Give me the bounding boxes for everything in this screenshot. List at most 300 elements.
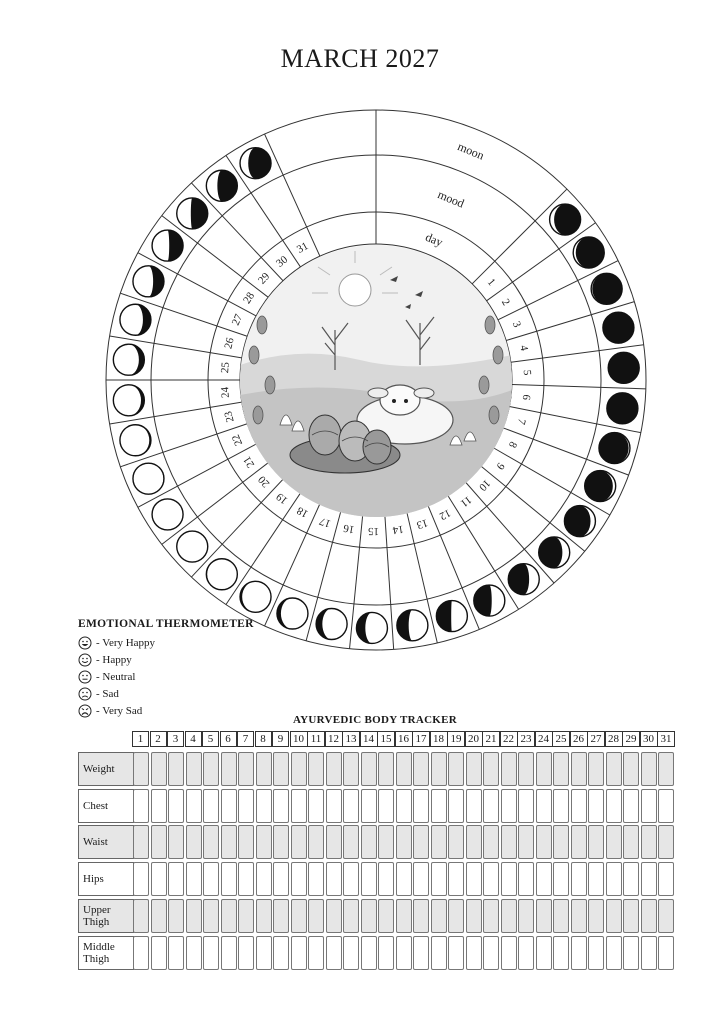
tracker-cell[interactable]	[466, 825, 482, 859]
tracker-cell[interactable]	[168, 825, 184, 859]
tracker-cell[interactable]	[518, 862, 534, 896]
tracker-day-number: 21	[482, 731, 500, 747]
tracker-cell[interactable]	[518, 752, 534, 786]
wheel-day-number: 15	[367, 524, 380, 538]
tracker-cell[interactable]	[431, 899, 447, 933]
tracker-day-number: 12	[325, 731, 343, 747]
tracker-day-number: 5	[202, 731, 219, 747]
tracker-cell[interactable]	[291, 789, 307, 823]
tracker-cell[interactable]	[658, 936, 674, 970]
tracker-cell[interactable]	[396, 936, 412, 970]
tracker-cell[interactable]	[326, 825, 342, 859]
tracker-cell[interactable]	[291, 936, 307, 970]
tracker-cell[interactable]	[256, 752, 272, 786]
wheel-day-number: 10	[476, 476, 493, 494]
legend-label: - Very Sad	[96, 704, 143, 717]
moon-phase-icon	[356, 612, 387, 643]
moon-phase-icon	[177, 198, 208, 229]
tracker-cell[interactable]	[168, 789, 184, 823]
moon-phase-icon	[240, 581, 271, 612]
tracker-row-label: Chest	[78, 789, 134, 823]
tracker-cell[interactable]	[378, 862, 394, 896]
tracker-cell[interactable]	[133, 825, 149, 859]
tracker-cell[interactable]	[571, 862, 587, 896]
tracker-day-number: 18	[430, 731, 448, 747]
tracker-cell[interactable]	[518, 789, 534, 823]
tracker-cell[interactable]	[221, 936, 237, 970]
wheel-day-number: 21	[241, 453, 258, 470]
tracker-day-number: 19	[447, 731, 465, 747]
tracker-day-number: 1	[132, 731, 149, 747]
wheel-day-number: 19	[274, 490, 291, 507]
legend-label: - Happy	[96, 653, 132, 666]
tracker-cell[interactable]	[553, 899, 569, 933]
tracker-cell[interactable]	[238, 825, 254, 859]
moon-phase-icon	[133, 266, 164, 297]
wheel-day-number: 17	[317, 514, 333, 530]
tracker-cell[interactable]	[536, 899, 552, 933]
moon-phase-icon	[206, 170, 237, 201]
tracker-cell[interactable]	[658, 789, 674, 823]
tracker-cell[interactable]	[133, 789, 149, 823]
tracker-cell[interactable]	[203, 936, 219, 970]
wheel-day-number: 25	[219, 361, 232, 374]
wheel-day-number: 27	[229, 312, 246, 328]
wheel-day-number: 7	[514, 417, 528, 426]
tracker-cell[interactable]	[483, 936, 499, 970]
tracker-row	[78, 862, 670, 896]
tracker-cell[interactable]	[571, 936, 587, 970]
tracker-cell[interactable]	[186, 899, 202, 933]
legend-label: - Neutral	[96, 670, 136, 683]
ring-label-moon: moon	[455, 139, 487, 163]
tracker-cell[interactable]	[361, 899, 377, 933]
moon-phase-icon	[474, 585, 505, 616]
tracker-cell[interactable]	[536, 862, 552, 896]
tracker-cell[interactable]	[501, 825, 517, 859]
tracker-cell[interactable]	[571, 789, 587, 823]
tracker-cell[interactable]	[571, 899, 587, 933]
tracker-cell[interactable]	[483, 899, 499, 933]
tracker-row-label: Middle Thigh	[78, 936, 134, 970]
tracker-cell[interactable]	[133, 862, 149, 896]
tracker-cell[interactable]	[466, 936, 482, 970]
wheel-day-number: 12	[437, 506, 453, 523]
tracker-cell[interactable]	[186, 789, 202, 823]
tracker-day-number: 17	[412, 731, 430, 747]
tracker-cell[interactable]	[151, 752, 167, 786]
tracker-cell[interactable]	[431, 825, 447, 859]
tracker-cell[interactable]	[641, 899, 657, 933]
tracker-cell[interactable]	[448, 752, 464, 786]
tracker-cell[interactable]	[326, 899, 342, 933]
moon-phase-icon	[607, 393, 638, 424]
tracker-day-number: 14	[360, 731, 378, 747]
tracker-cell[interactable]	[588, 862, 604, 896]
tracker-day-number: 28	[605, 731, 623, 747]
tracker-cell[interactable]	[326, 752, 342, 786]
moon-phase-icon	[573, 237, 604, 268]
wheel-day-number: 8	[505, 439, 520, 450]
tracker-cell[interactable]	[658, 899, 674, 933]
tracker-cell[interactable]	[588, 936, 604, 970]
tracker-cell[interactable]	[658, 825, 674, 859]
tracker-cell[interactable]	[553, 936, 569, 970]
tracker-day-number: 11	[307, 731, 325, 747]
tracker-cell[interactable]	[378, 789, 394, 823]
tracker-cell[interactable]	[448, 936, 464, 970]
tracker-day-number: 10	[290, 731, 308, 747]
tracker-cell[interactable]	[431, 752, 447, 786]
moon-phase-icon	[120, 304, 151, 335]
spring-lamb-illustration	[240, 245, 512, 517]
tracker-cell[interactable]	[221, 899, 237, 933]
tracker-cell[interactable]	[238, 899, 254, 933]
tracker-cell[interactable]	[238, 862, 254, 896]
tracker-cell[interactable]	[256, 862, 272, 896]
moon-phase-icon	[539, 537, 570, 568]
tracker-cell[interactable]	[431, 936, 447, 970]
tracker-cell[interactable]	[343, 825, 359, 859]
tracker-cell[interactable]	[378, 899, 394, 933]
tracker-cell[interactable]	[413, 899, 429, 933]
tracker-day-number: 22	[500, 731, 518, 747]
tracker-cell[interactable]	[658, 752, 674, 786]
tracker-cell[interactable]	[151, 789, 167, 823]
moon-phase-icon	[113, 344, 144, 375]
tracker-cell[interactable]	[133, 752, 149, 786]
wheel-day-number: 5	[520, 369, 533, 376]
tracker-cell[interactable]	[378, 752, 394, 786]
wheel-day-number: 29	[255, 270, 273, 287]
tracker-cell[interactable]	[536, 825, 552, 859]
tracker-cell[interactable]	[151, 862, 167, 896]
tracker-cell[interactable]	[518, 899, 534, 933]
wheel-day-number: 26	[222, 336, 237, 351]
tracker-cell[interactable]	[466, 862, 482, 896]
wheel-day-number: 2	[498, 296, 513, 308]
moon-phase-icon	[206, 559, 237, 590]
tracker-cell[interactable]	[273, 789, 289, 823]
tracker-day-number: 16	[395, 731, 413, 747]
tracker-cell[interactable]	[466, 899, 482, 933]
legend-label: - Sad	[96, 687, 119, 700]
tracker-cell[interactable]	[151, 825, 167, 859]
tracker-cell[interactable]	[606, 752, 622, 786]
tracker-day-number: 27	[587, 731, 605, 747]
tracker-cell[interactable]	[588, 899, 604, 933]
tracker-cell[interactable]	[396, 825, 412, 859]
tracker-cell[interactable]	[221, 862, 237, 896]
tracker-cell[interactable]	[641, 752, 657, 786]
wheel-day-number: 11	[458, 493, 474, 510]
tracker-cell[interactable]	[518, 825, 534, 859]
tracker-cell[interactable]	[238, 789, 254, 823]
tracker-cell[interactable]	[291, 899, 307, 933]
tracker-cell[interactable]	[641, 936, 657, 970]
tracker-day-number: 20	[465, 731, 483, 747]
tracker-day-number: 26	[570, 731, 588, 747]
wheel-day-number: 13	[415, 516, 430, 532]
moon-phase-icon	[585, 471, 616, 502]
wheel-day-number: 23	[222, 409, 237, 424]
tracker-cell[interactable]	[273, 936, 289, 970]
tracker-cell[interactable]	[501, 862, 517, 896]
tracker-cell[interactable]	[151, 899, 167, 933]
tracker-cell[interactable]	[448, 825, 464, 859]
tracker-cell[interactable]	[396, 789, 412, 823]
tracker-cell[interactable]	[553, 862, 569, 896]
tracker-cell[interactable]	[203, 862, 219, 896]
tracker-cell[interactable]	[343, 789, 359, 823]
tracker-cell[interactable]	[553, 752, 569, 786]
tracker-title: AYURVEDIC BODY TRACKER	[292, 714, 458, 726]
tracker-cell[interactable]	[168, 752, 184, 786]
tracker-cell[interactable]	[273, 899, 289, 933]
tracker-cell[interactable]	[501, 936, 517, 970]
tracker-day-number: 25	[552, 731, 570, 747]
tracker-cell[interactable]	[343, 936, 359, 970]
tracker-cell[interactable]	[186, 936, 202, 970]
tracker-row	[78, 899, 670, 933]
tracker-cell[interactable]	[168, 899, 184, 933]
tracker-day-number: 29	[622, 731, 640, 747]
tracker-day-number: 31	[657, 731, 675, 747]
tracker-cell[interactable]	[431, 862, 447, 896]
tracker-cell[interactable]	[606, 789, 622, 823]
tracker-cell[interactable]	[361, 752, 377, 786]
tracker-cell[interactable]	[623, 936, 639, 970]
legend-very-happy	[78, 634, 254, 651]
tracker-cell[interactable]	[571, 752, 587, 786]
tracker-cell[interactable]	[238, 752, 254, 786]
tracker-cell[interactable]	[291, 752, 307, 786]
tracker-row-label: Waist	[78, 825, 134, 859]
tracker-cell[interactable]	[483, 752, 499, 786]
tracker-cell[interactable]	[273, 752, 289, 786]
tracker-cell[interactable]	[466, 789, 482, 823]
tracker-cell[interactable]	[361, 862, 377, 896]
moon-phase-icon	[550, 204, 581, 235]
tracker-day-number: 7	[237, 731, 254, 747]
tracker-cell[interactable]	[501, 752, 517, 786]
tracker-day-number: 30	[640, 731, 658, 747]
wheel-spoke	[191, 183, 283, 281]
tracker-cell[interactable]	[361, 936, 377, 970]
tracker-cell[interactable]	[641, 789, 657, 823]
tracker-cell[interactable]	[571, 825, 587, 859]
very-happy-face-icon	[78, 636, 92, 650]
tracker-cell[interactable]	[238, 936, 254, 970]
tracker-cell[interactable]	[308, 936, 324, 970]
tracker-row-label: Hips	[78, 862, 134, 896]
tracker-cell[interactable]	[221, 789, 237, 823]
moon-phase-icon	[152, 230, 183, 261]
tracker-cell[interactable]	[203, 899, 219, 933]
tracker-cell[interactable]	[396, 862, 412, 896]
tracker-cell[interactable]	[396, 752, 412, 786]
moon-phase-icon	[316, 608, 347, 639]
tracker-cell[interactable]	[413, 862, 429, 896]
wheel-day-number: 16	[342, 521, 356, 536]
wheel-day-number: 22	[229, 432, 246, 448]
tracker-cell[interactable]	[343, 899, 359, 933]
tracker-cell[interactable]	[658, 862, 674, 896]
emotional-thermometer-title: EMOTIONAL THERMOMETER	[78, 618, 254, 630]
tracker-cell[interactable]	[431, 789, 447, 823]
wheel-day-number: 14	[391, 522, 405, 537]
tracker-cell[interactable]	[186, 752, 202, 786]
tracker-cell[interactable]	[308, 899, 324, 933]
tracker-cell[interactable]	[203, 825, 219, 859]
tracker-cell[interactable]	[413, 825, 429, 859]
tracker-day-number: 24	[535, 731, 553, 747]
wheel-day-number: 9	[493, 460, 507, 472]
tracker-cell[interactable]	[256, 825, 272, 859]
tracker-cell[interactable]	[641, 862, 657, 896]
moon-phase-icon	[397, 610, 428, 641]
tracker-cell[interactable]	[326, 862, 342, 896]
tracker-row	[78, 825, 670, 859]
tracker-day-number: 13	[342, 731, 360, 747]
tracker-cell[interactable]	[413, 936, 429, 970]
moon-phase-icon	[436, 601, 467, 632]
tracker-cell[interactable]	[308, 789, 324, 823]
sad-face-icon	[78, 687, 92, 701]
tracker-cell[interactable]	[168, 936, 184, 970]
tracker-cell[interactable]	[396, 899, 412, 933]
tracker-cell[interactable]	[256, 789, 272, 823]
tracker-cell[interactable]	[483, 825, 499, 859]
moon-phase-icon	[508, 564, 539, 595]
tracker-cell[interactable]	[308, 825, 324, 859]
wheel-day-number: 1	[484, 276, 498, 289]
tracker-cell[interactable]	[378, 825, 394, 859]
tracker-cell[interactable]	[623, 862, 639, 896]
tracker-cell[interactable]	[518, 936, 534, 970]
tracker-cell[interactable]	[623, 825, 639, 859]
wheel-spoke	[472, 189, 567, 284]
tracker-cell[interactable]	[361, 789, 377, 823]
tracker-cell[interactable]	[606, 936, 622, 970]
tracker-cell[interactable]	[553, 825, 569, 859]
tracker-cell[interactable]	[483, 862, 499, 896]
neutral-face-icon	[78, 670, 92, 684]
wheel-spoke	[481, 466, 585, 551]
tracker-cell[interactable]	[203, 789, 219, 823]
tracker-cell[interactable]	[553, 789, 569, 823]
tracker-cell[interactable]	[641, 825, 657, 859]
tracker-cell[interactable]	[536, 936, 552, 970]
tracker-cell[interactable]	[606, 825, 622, 859]
tracker-cell[interactable]	[221, 752, 237, 786]
moon-phase-icon	[152, 499, 183, 530]
tracker-cell[interactable]	[536, 789, 552, 823]
tracker-cell[interactable]	[256, 899, 272, 933]
ring-label-day: day	[423, 229, 445, 250]
tracker-cell[interactable]	[448, 789, 464, 823]
tracker-cell[interactable]	[501, 789, 517, 823]
tracker-cell[interactable]	[203, 752, 219, 786]
tracker-day-number: 23	[517, 731, 535, 747]
tracker-cell[interactable]	[186, 862, 202, 896]
tracker-cell[interactable]	[588, 752, 604, 786]
tracker-day-number: 3	[167, 731, 184, 747]
wheel-day-number: 30	[274, 253, 291, 270]
tracker-cell[interactable]	[133, 899, 149, 933]
tracker-cell[interactable]	[273, 825, 289, 859]
moon-phase-icon	[599, 433, 630, 464]
tracker-cell[interactable]	[623, 789, 639, 823]
tracker-cell[interactable]	[588, 789, 604, 823]
tracker-cell[interactable]	[606, 899, 622, 933]
tracker-cell[interactable]	[588, 825, 604, 859]
wheel-spoke	[191, 479, 283, 577]
tracker-cell[interactable]	[536, 752, 552, 786]
tracker-cell[interactable]	[501, 899, 517, 933]
tracker-day-number: 15	[377, 731, 395, 747]
tracker-cell[interactable]	[413, 789, 429, 823]
moon-phase-icon	[603, 312, 634, 343]
tracker-day-number: 9	[272, 731, 289, 747]
tracker-cell[interactable]	[133, 936, 149, 970]
tracker-cell[interactable]	[308, 862, 324, 896]
tracker-cell[interactable]	[606, 862, 622, 896]
tracker-row	[78, 789, 670, 823]
tracker-cell[interactable]	[326, 789, 342, 823]
tracker-cell[interactable]	[308, 752, 324, 786]
moon-phase-icon	[277, 598, 308, 629]
tracker-cell[interactable]	[326, 936, 342, 970]
tracker-cell[interactable]	[291, 862, 307, 896]
tracker-cell[interactable]	[361, 825, 377, 859]
wheel-day-number: 6	[519, 393, 533, 401]
moon-phase-icon	[120, 425, 151, 456]
tracker-cell[interactable]	[186, 825, 202, 859]
tracker-cell[interactable]	[273, 862, 289, 896]
emotional-thermometer	[78, 618, 254, 719]
tracker-day-number: 6	[220, 731, 237, 747]
tracker-cell[interactable]	[221, 825, 237, 859]
tracker-day-number: 8	[255, 731, 272, 747]
tracker-cell[interactable]	[151, 936, 167, 970]
tracker-cell[interactable]	[291, 825, 307, 859]
wheel-day-number: 24	[219, 386, 232, 399]
tracker-cell[interactable]	[256, 936, 272, 970]
tracker-cell[interactable]	[483, 789, 499, 823]
tracker-cell[interactable]	[466, 752, 482, 786]
tracker-cell[interactable]	[343, 862, 359, 896]
tracker-cell[interactable]	[623, 899, 639, 933]
tracker-day-number: 4	[185, 731, 202, 747]
wheel-spoke	[265, 134, 320, 256]
tracker-cell[interactable]	[378, 936, 394, 970]
wheel-day-number: 31	[294, 240, 311, 256]
wheel-spoke	[512, 384, 646, 388]
tracker-day-number: 2	[150, 731, 167, 747]
tracker-cell[interactable]	[448, 862, 464, 896]
moon-phase-icon	[177, 531, 208, 562]
moon-phase-icon	[240, 148, 271, 179]
tracker-row	[78, 936, 670, 970]
tracker-cell[interactable]	[448, 899, 464, 933]
tracker-cell[interactable]	[623, 752, 639, 786]
wheel-day-number: 3	[509, 319, 524, 330]
tracker-cell[interactable]	[343, 752, 359, 786]
ring-label-mood: mood	[435, 187, 467, 211]
tracker-cell[interactable]	[413, 752, 429, 786]
tracker-cell[interactable]	[168, 862, 184, 896]
